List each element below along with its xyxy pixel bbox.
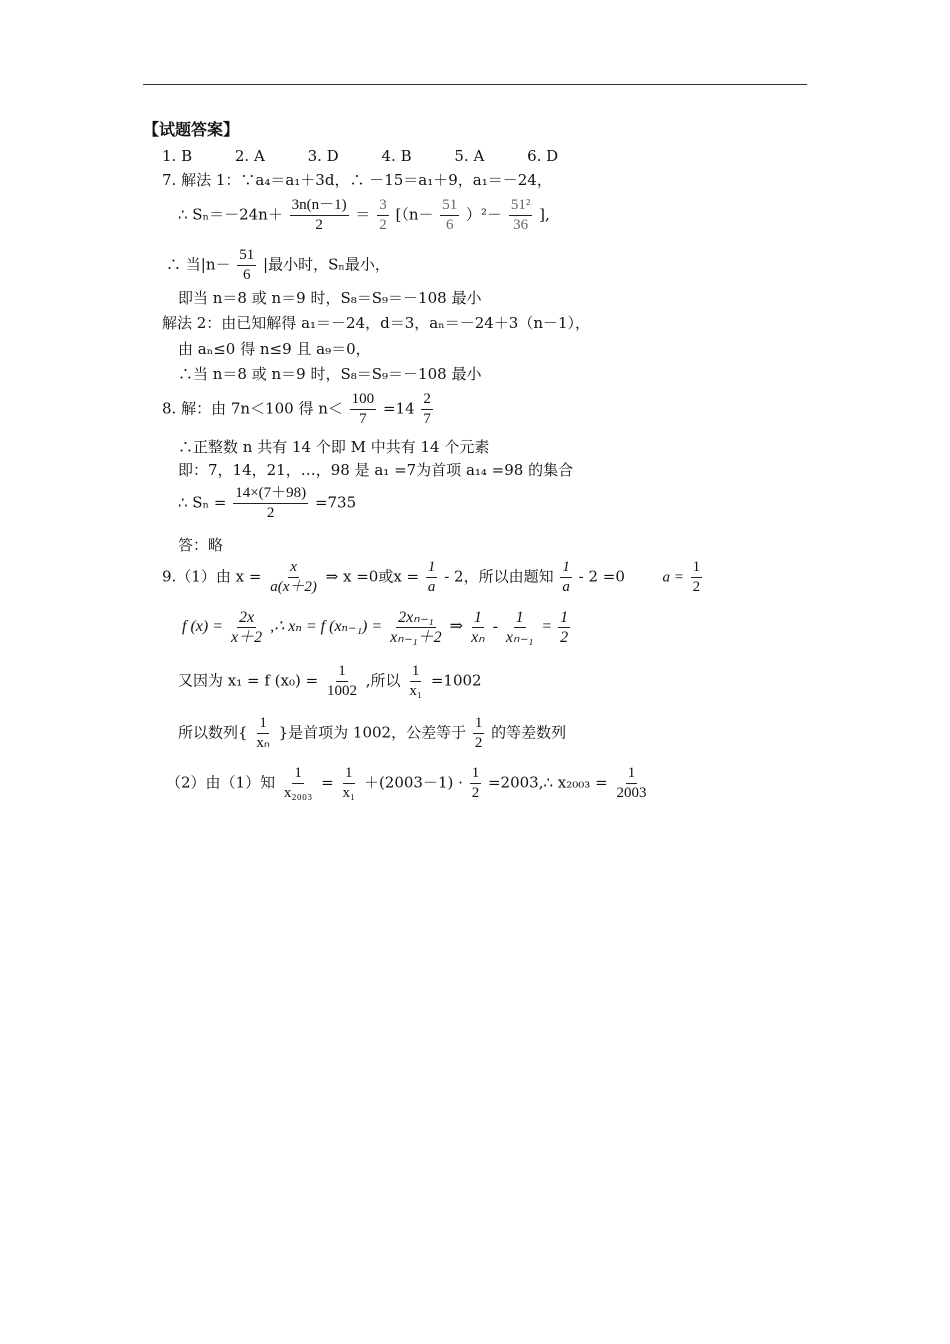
q9-line-2 <box>182 608 572 647</box>
q7-frac-1-den: 2 <box>315 217 323 233</box>
q9-l1-frac-2 <box>426 558 438 597</box>
q9-l5-frac <box>282 764 314 803</box>
q9-l1-frac-4-num: 1 <box>691 558 703 578</box>
q8-line-2: ∴正整数 n 共有 14 个即 M 中共有 14 个元素 <box>178 438 490 456</box>
q9-l1-frac-3-num: 1 <box>560 558 572 578</box>
q9-l1-mid2: - 2，所以由题知 <box>444 567 554 586</box>
q9-l1-end-pre: a = <box>662 569 684 586</box>
q9-l2-frac-4 <box>504 608 535 647</box>
q9-line-3 <box>178 662 482 701</box>
header-rule <box>143 84 807 85</box>
q9-l2-frac-3-den: xₙ <box>471 629 485 646</box>
q8-l1-frac-den: 7 <box>359 411 367 427</box>
q9-l2-pre: f (x) = <box>182 618 223 636</box>
q7-line-5: 解法 2：由已知解得 a₁＝－24，d＝3，aₙ＝－24＋3（n－1）， <box>162 314 591 332</box>
q8-l4-frac <box>233 484 308 523</box>
q9-l2-frac-num: 2x <box>239 609 255 626</box>
section-title: 【试题答案】 <box>143 120 240 139</box>
q8-line-1 <box>162 390 435 429</box>
q7-l2-b: [（n－ <box>395 205 434 224</box>
q8-l1-frac <box>350 390 377 429</box>
q8-l4-post: =735 <box>314 493 357 512</box>
q7-frac-2-num: 3 <box>377 196 389 216</box>
q9-l2-frac-3-num: 1 <box>473 609 482 626</box>
choice-4: 4. B <box>381 147 412 165</box>
q9-line-4 <box>178 714 566 753</box>
q8-line-3: 即：7，14，21，…，98 是 a₁ =7为首项 a₁₄ =98 的集合 <box>178 461 574 479</box>
q9-l3-mid: ,所以 <box>365 671 401 690</box>
q9-l2-frac-5-den: 2 <box>560 629 569 646</box>
q7-l2-end: ], <box>539 205 550 224</box>
q9-l4-post: 的等差数列 <box>491 723 567 742</box>
q7-l3-pre: ∴ 当|n－ <box>166 255 231 274</box>
q9-l2-frac-2-den: xₙ₋₁＋2 <box>390 629 442 646</box>
choice-2: 2. A <box>234 147 265 165</box>
q9-l3-post: =1002 <box>430 671 482 690</box>
q9-line-5 <box>166 764 650 803</box>
q7-frac-3-den: 6 <box>446 217 454 233</box>
q9-l4-frac-den: xₙ <box>256 735 270 751</box>
q9-l3-frac-num: 1 <box>336 662 348 682</box>
q7-frac-3-num: 51 <box>440 196 459 216</box>
q9-l2-frac-4-den: xₙ₋₁ <box>505 629 534 646</box>
q9-l1-frac-4 <box>691 558 703 597</box>
q7-line-4: 即当 n＝8 或 n＝9 时，S₈＝S₉＝－108 最小 <box>178 289 482 307</box>
q7-frac-1 <box>290 196 349 235</box>
q9-l4-frac <box>254 714 271 753</box>
q9-l5-frac-den: x₂₀₀₃ <box>283 785 313 801</box>
q8-l4-frac-num: 14×(7＋98) <box>233 484 308 504</box>
q9-l2-frac-2 <box>388 608 444 647</box>
q9-l1-pre: 9.（1）由 x = <box>162 567 262 586</box>
choice-3: 3. D <box>307 147 339 165</box>
q9-l4-pre: 所以数列{ <box>178 723 248 742</box>
q9-l2-frac <box>229 608 264 647</box>
q7-frac-4-num: 51² <box>509 196 533 216</box>
q9-l4-mid: }是首项为 1002，公差等于 <box>278 723 467 742</box>
q8-l1-frac-2 <box>421 390 433 429</box>
q7-frac-4 <box>509 196 533 235</box>
q7-frac-4-den: 36 <box>513 217 529 233</box>
q9-l2-frac-5-num: 1 <box>560 609 569 626</box>
q8-line-5: 答：略 <box>178 536 224 554</box>
q9-l3-frac-2 <box>407 662 424 701</box>
q9-l5-frac-3-den: 2 <box>471 785 480 801</box>
q9-l4-frac-num: 1 <box>257 714 269 734</box>
q7-frac-2 <box>377 196 389 235</box>
q9-l1-frac-3 <box>560 558 572 597</box>
choice-6: 6. D <box>527 147 559 165</box>
q7-l2-c: ）²－ <box>466 205 503 224</box>
q8-l1-pre: 8. 解：由 7n＜100 得 n＜ <box>162 399 343 418</box>
q9-l3-frac <box>325 662 359 701</box>
q8-l1-frac-2-den: 7 <box>423 411 431 427</box>
q9-l1-frac-3-den: a <box>562 579 570 595</box>
q9-l2-mid2: ⇒ <box>449 618 464 636</box>
choice-1: 1. B <box>162 147 193 165</box>
q9-l5-frac-2 <box>340 764 357 803</box>
q9-l1-frac-4-den: 2 <box>692 579 701 595</box>
q7-l3-frac-den: 6 <box>243 267 251 283</box>
q7-frac-2-den: 2 <box>379 217 387 233</box>
q9-l1-frac-2-den: a <box>427 579 436 595</box>
q9-l5-frac-3 <box>470 764 482 803</box>
q7-frac-3 <box>440 196 459 235</box>
q9-l4-frac-2 <box>473 714 485 753</box>
q8-l4-frac-den: 2 <box>266 505 275 521</box>
q9-l3-frac-2-num: 1 <box>410 662 422 682</box>
q7-line-2 <box>178 196 550 235</box>
q9-l2-minus: - <box>492 618 498 636</box>
q7-l3-frac <box>237 246 256 285</box>
q9-l2-frac-5 <box>558 608 570 647</box>
q7-line-7: ∴当 n＝8 或 n＝9 时，S₈＝S₉＝－108 最小 <box>178 365 482 383</box>
q9-l1-mid: ⇒ x =0或x = <box>325 567 420 586</box>
q9-l5-frac-4-num: 1 <box>626 764 638 784</box>
q7-l2-pre: ∴ Sₙ＝－24n＋ <box>178 205 283 224</box>
choice-answers <box>162 146 596 166</box>
q8-l1-frac-2-num: 2 <box>421 390 433 410</box>
q9-l2-frac-3 <box>469 608 486 647</box>
q9-l5-frac-2-den: x₁ <box>342 785 356 801</box>
q8-l1-mid: =14 <box>382 399 415 418</box>
q9-l5-frac-4 <box>614 764 648 803</box>
q9-l1-frac-num: x <box>288 558 299 578</box>
q7-l3-post: |最小时，Sₙ最小， <box>263 255 390 274</box>
q7-l3-frac-num: 51 <box>237 246 256 266</box>
q9-l3-frac-den: 1002 <box>326 683 357 699</box>
q9-l4-frac-2-num: 1 <box>473 714 485 734</box>
q7-line-1: 7. 解法 1：∵a₄＝a₁＋3d，∴ －15＝a₁＋9，a₁＝－24， <box>162 171 552 189</box>
q8-line-4 <box>178 484 356 523</box>
choice-5: 5. A <box>454 147 485 165</box>
q9-l5-frac-4-den: 2003 <box>616 785 647 801</box>
q8-l1-frac-num: 100 <box>350 390 377 410</box>
q7-frac-1-num: 3n(n－1) <box>290 196 349 216</box>
q9-l4-frac-2-den: 2 <box>474 735 483 751</box>
q9-l5-mid: ＋(2003－1) · <box>363 773 463 792</box>
q9-l5-eq: = <box>321 773 334 792</box>
q7-l2-mid: ＝ <box>355 205 371 224</box>
q7-line-6: 由 aₙ≤0 得 n≤9 且 a₉＝0， <box>178 340 371 358</box>
q9-l2-frac-2-num: 2xₙ₋₁ <box>398 609 434 626</box>
q9-l2-frac-4-num: 1 <box>515 609 524 626</box>
q9-l5-pre: （2）由（1）知 <box>166 773 276 792</box>
q9-l2-mid: ,∴ xₙ = f (xₙ₋₁) = <box>270 618 383 636</box>
q9-l3-frac-2-den: x₁ <box>409 683 423 699</box>
q9-l2-frac-den: x＋2 <box>231 629 263 646</box>
q9-l1-frac <box>268 558 319 597</box>
q8-l4-pre: ∴ Sₙ = <box>178 493 227 512</box>
q9-l5-frac-num: 1 <box>292 764 304 784</box>
q9-line-1 <box>162 558 704 597</box>
q9-l1-frac-2-num: 1 <box>426 558 438 578</box>
q9-l1-mid3: - 2 =0 <box>578 567 625 586</box>
q7-line-3 <box>166 246 390 285</box>
q9-l5-mid2: =2003,∴ x₂₀₀₃ = <box>487 773 608 792</box>
q9-l5-frac-3-num: 1 <box>470 764 482 784</box>
q9-l5-frac-2-num: 1 <box>343 764 355 784</box>
q9-l3-pre: 又因为 x₁ = f (x₀) = <box>178 671 319 690</box>
q9-l1-frac-den: a(x＋2) <box>270 579 317 595</box>
q9-l2-eq: = <box>541 618 553 636</box>
